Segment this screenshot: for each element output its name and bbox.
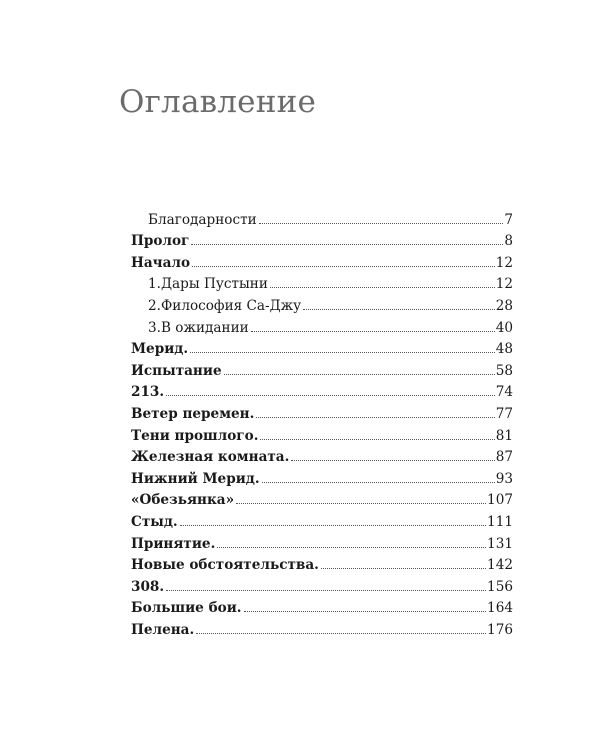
toc-entry-page: 176 bbox=[487, 621, 513, 638]
toc-entry[interactable] bbox=[131, 422, 513, 444]
toc-entry[interactable] bbox=[131, 595, 513, 617]
toc-entry-label: 1.Дары Пустыни bbox=[148, 276, 268, 293]
toc-entry-page: 131 bbox=[487, 535, 513, 552]
toc-entry[interactable] bbox=[131, 292, 513, 314]
toc-entry-label: Пелена. bbox=[131, 621, 195, 638]
toc-entry-label: 308. bbox=[131, 578, 165, 595]
toc-entry-page: 93 bbox=[495, 470, 513, 487]
toc-entry-page: 111 bbox=[487, 513, 513, 530]
toc-entry-page: 142 bbox=[487, 557, 513, 574]
dot-leader bbox=[244, 611, 487, 612]
toc-entry[interactable] bbox=[131, 271, 513, 293]
dot-leader bbox=[291, 460, 494, 461]
toc-entry-label: Пролог bbox=[131, 233, 190, 250]
toc-entry-label: «Обезьянка» bbox=[131, 492, 235, 509]
toc-entry[interactable] bbox=[131, 487, 513, 509]
toc-entry[interactable] bbox=[131, 444, 513, 466]
toc-entry-page: 48 bbox=[495, 341, 513, 358]
toc-entry[interactable] bbox=[131, 616, 513, 638]
dot-leader bbox=[256, 417, 494, 418]
toc-entry-page: 58 bbox=[495, 362, 513, 379]
dot-leader bbox=[259, 223, 504, 224]
toc-entry[interactable] bbox=[131, 336, 513, 358]
dot-leader bbox=[191, 244, 503, 245]
toc-entry[interactable] bbox=[131, 228, 513, 250]
dot-leader bbox=[224, 374, 495, 375]
toc-entry-page: 164 bbox=[487, 600, 513, 617]
dot-leader bbox=[251, 331, 495, 332]
toc-entry-page: 74 bbox=[495, 384, 513, 401]
toc-entry-page: 87 bbox=[495, 449, 513, 466]
toc-entry-label: Испытание bbox=[131, 362, 222, 379]
toc-entry[interactable] bbox=[131, 379, 513, 401]
dot-leader bbox=[260, 439, 494, 440]
dot-leader bbox=[262, 482, 495, 483]
dot-leader bbox=[303, 309, 495, 310]
dot-leader bbox=[180, 525, 486, 526]
toc-entry[interactable] bbox=[131, 573, 513, 595]
page-title: Оглавление bbox=[119, 84, 316, 120]
toc-entry[interactable] bbox=[131, 249, 513, 271]
toc-entry[interactable] bbox=[131, 357, 513, 379]
dot-leader bbox=[190, 352, 495, 353]
toc-entry-page: 28 bbox=[495, 297, 513, 314]
toc-entry[interactable] bbox=[131, 530, 513, 552]
toc-entry-page: 12 bbox=[495, 254, 513, 271]
dot-leader bbox=[321, 568, 486, 569]
toc-entry-label: Благодарности bbox=[148, 211, 257, 228]
toc-entry[interactable] bbox=[131, 206, 513, 228]
toc-entry-label: Мерид. bbox=[131, 341, 189, 358]
dot-leader bbox=[270, 287, 495, 288]
toc-entry-page: 40 bbox=[495, 319, 513, 336]
toc-entry-page: 77 bbox=[495, 405, 513, 422]
toc-entry-page: 8 bbox=[504, 233, 513, 250]
toc-entry-page: 12 bbox=[495, 276, 513, 293]
toc-entry[interactable] bbox=[131, 508, 513, 530]
toc-entry-label: Стыд. bbox=[131, 513, 178, 530]
toc-entry[interactable] bbox=[131, 465, 513, 487]
toc-entry-label: Большие бои. bbox=[131, 600, 242, 617]
toc-entry-page: 81 bbox=[495, 427, 513, 444]
dot-leader bbox=[217, 547, 486, 548]
toc-entry-page: 156 bbox=[487, 578, 513, 595]
toc-entry-label: Железная комната. bbox=[131, 449, 290, 466]
dot-leader bbox=[166, 395, 495, 396]
toc-entry-label: Принятие. bbox=[131, 535, 216, 552]
toc-entry-page: 107 bbox=[487, 492, 513, 509]
toc-entry-label: Нижний Мерид. bbox=[131, 470, 260, 487]
toc-entry-label: 3.В ожидании bbox=[148, 319, 249, 336]
toc-entry[interactable] bbox=[131, 400, 513, 422]
toc-entry-label: Ветер перемен. bbox=[131, 405, 255, 422]
toc-entry-page: 7 bbox=[504, 211, 513, 228]
toc-entry-label: Тени прошлого. bbox=[131, 427, 259, 444]
toc-entry-label: 213. bbox=[131, 384, 165, 401]
toc-entry-label: Начало bbox=[131, 254, 191, 271]
toc-entry[interactable] bbox=[131, 552, 513, 574]
toc-entry-label: Новые обстоятельства. bbox=[131, 557, 319, 574]
toc-entry[interactable] bbox=[131, 314, 513, 336]
dot-leader bbox=[236, 503, 486, 504]
toc-entry-label: 2.Философия Са-Джу bbox=[148, 297, 302, 314]
dot-leader bbox=[166, 590, 486, 591]
dot-leader bbox=[196, 633, 486, 634]
dot-leader bbox=[192, 266, 495, 267]
table-of-contents bbox=[131, 206, 513, 638]
